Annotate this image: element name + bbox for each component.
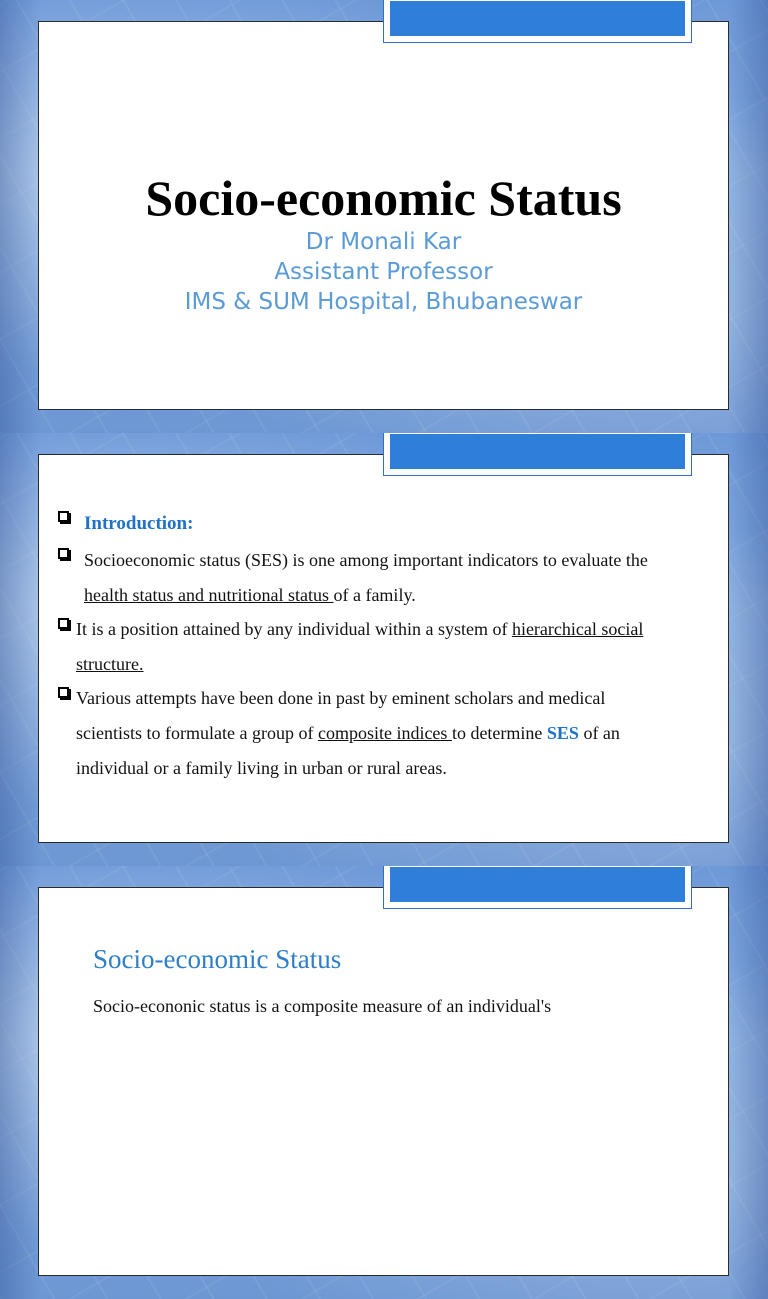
author-position: Assistant Professor bbox=[274, 259, 493, 285]
slide-title: Socio-economic Status bbox=[145, 170, 622, 226]
paragraph-2-line-1: It is a position attained by any individual within a system of hierarchical social bbox=[76, 619, 644, 639]
author-name: Dr Monali Kar bbox=[305, 229, 462, 255]
underlined-phrase: health status and nutritional status bbox=[84, 585, 334, 605]
ses-highlight: SES bbox=[546, 723, 579, 743]
slide-3-accent-tab bbox=[383, 866, 692, 909]
checkbox-bullet-icon bbox=[58, 618, 69, 629]
slide-3-heading: Socio-economic Status bbox=[93, 944, 342, 974]
checkbox-bullet-icon bbox=[58, 687, 69, 698]
slide-2-accent-tab bbox=[383, 433, 692, 476]
paragraph-3-line-3: individual or a family living in urban or rural areas. bbox=[76, 758, 447, 778]
paragraph-1-line-1: Socioeconomic status (SES) is one among important indicators to evaluate the bbox=[84, 550, 648, 570]
checkbox-bullet-icon bbox=[58, 511, 69, 522]
author-affiliation: IMS & SUM Hospital, Bhubaneswar bbox=[184, 289, 583, 315]
paragraph-1-line-2: health status and nutritional status of a family. bbox=[84, 585, 416, 605]
paragraph-3-line-2: scientists to formulate a group of composite indices to determine SES of an bbox=[76, 723, 620, 743]
slide-1 bbox=[0, 0, 768, 433]
underlined-phrase: hierarchical social bbox=[511, 619, 644, 639]
intro-heading: Introduction: bbox=[84, 513, 194, 534]
slide-2-card bbox=[38, 454, 729, 843]
checkbox-bullet-icon bbox=[58, 548, 69, 559]
slide-2 bbox=[0, 433, 768, 866]
underlined-phrase: structure. bbox=[76, 654, 144, 674]
paragraph-3-line-1: Various attempts have been done in past by eminent scholars and medical bbox=[76, 688, 606, 708]
paragraph-2-line-2 bbox=[76, 653, 143, 675]
slide-1-card bbox=[38, 21, 729, 410]
slide-3-card bbox=[38, 887, 729, 1276]
slide-3-body: Socio-econonic status is a composite measure of an individual's bbox=[93, 996, 552, 1016]
slide-1-accent-tab bbox=[383, 0, 692, 43]
underlined-phrase: composite indices bbox=[317, 723, 452, 743]
slide-3 bbox=[0, 866, 768, 1299]
